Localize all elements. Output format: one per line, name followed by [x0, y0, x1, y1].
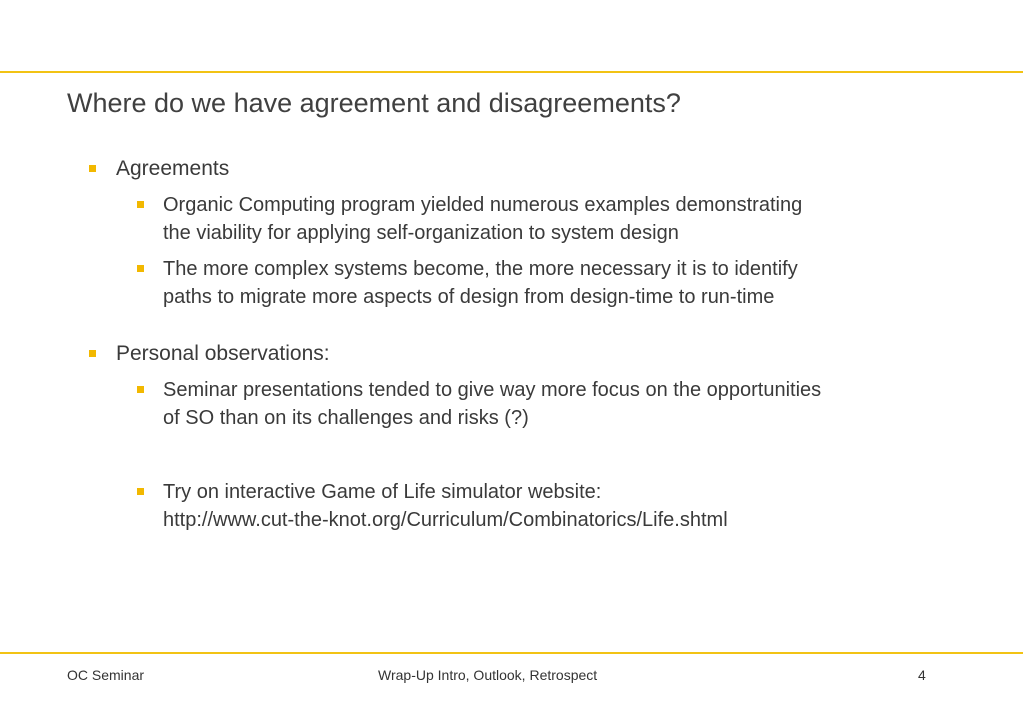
- bullet-square-icon: [137, 201, 144, 208]
- bullet-text-line: paths to migrate more aspects of design from design-time to run-time: [163, 286, 775, 308]
- bullet-text-line: The more complex systems become, the more necessary it is to identify: [163, 258, 798, 280]
- footer-course: OC Seminar: [67, 667, 145, 683]
- page-number: 4: [918, 667, 926, 683]
- game-of-life-link[interactable]: http://www.cut-the-knot.org/Curriculum/Combinatorics/Life.shtml: [163, 509, 728, 531]
- header-divider: [0, 71, 1023, 73]
- section-heading: Personal observations:: [116, 342, 330, 365]
- footer-topic: Wrap-Up Intro, Outlook, Retrospect: [378, 667, 598, 683]
- section-heading: Agreements: [116, 157, 230, 180]
- bullet-square-icon: [137, 488, 144, 495]
- footer-divider: [0, 652, 1023, 654]
- slide-title: Where do we have agreement and disagreements?: [67, 88, 681, 118]
- bullet-text-line: Organic Computing program yielded numerous examples demonstrating: [163, 194, 803, 216]
- bullet-square-icon: [89, 165, 96, 172]
- bullet-square-icon: [89, 350, 96, 357]
- bullet-square-icon: [137, 386, 144, 393]
- bullet-text-line: the viability for applying self-organization to system design: [163, 222, 679, 244]
- bullet-text-line: Try on interactive Game of Life simulator website:: [163, 481, 602, 503]
- bullet-text-line: Seminar presentations tended to give way more focus on the opportunities: [163, 379, 822, 401]
- bullet-square-icon: [137, 265, 144, 272]
- bullet-text-line: of SO than on its challenges and risks (?): [163, 407, 529, 429]
